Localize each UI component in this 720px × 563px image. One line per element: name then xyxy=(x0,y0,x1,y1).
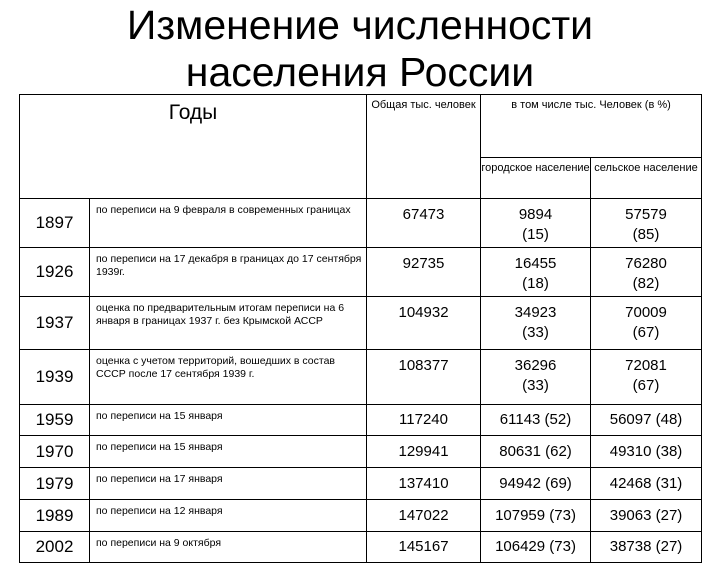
population-table xyxy=(19,94,702,563)
table-row xyxy=(20,297,702,350)
header-total: Общая тыс. человек xyxy=(367,95,481,199)
year-cell: 1959 xyxy=(20,405,90,436)
page-title xyxy=(0,2,720,96)
desc-cell: по переписи на 9 февраля в современных границах xyxy=(90,199,367,248)
year-cell: 1939 xyxy=(20,350,90,405)
table-row xyxy=(20,248,702,297)
table-row xyxy=(20,532,702,563)
table-row xyxy=(20,468,702,500)
total-cell: 137410 xyxy=(367,468,481,500)
table-row xyxy=(20,436,702,468)
rural-cell: 38738 (27) xyxy=(591,532,702,563)
year-cell: 2002 xyxy=(20,532,90,563)
table-row xyxy=(20,405,702,436)
urban-cell: 36296 (33) xyxy=(481,350,591,405)
urban-cell: 9894 (15) xyxy=(481,199,591,248)
table-row xyxy=(20,500,702,532)
total-cell: 147022 xyxy=(367,500,481,532)
urban-cell: 61143 (52) xyxy=(481,405,591,436)
desc-cell: оценка по предварительным итогам переписи на 6 января в границах 1937 г. без Крымской АССР xyxy=(90,297,367,350)
urban-cell: 106429 (73) xyxy=(481,532,591,563)
title-line-1: Изменение численности xyxy=(126,2,594,48)
rural-cell: 57579 (85) xyxy=(591,199,702,248)
urban-cell: 94942 (69) xyxy=(481,468,591,500)
total-cell: 67473 xyxy=(367,199,481,248)
total-cell: 108377 xyxy=(367,350,481,405)
header-years: Годы xyxy=(20,95,367,199)
year-cell: 1937 xyxy=(20,297,90,350)
urban-cell: 34923 (33) xyxy=(481,297,591,350)
urban-cell: 80631 (62) xyxy=(481,436,591,468)
rural-cell: 42468 (31) xyxy=(591,468,702,500)
desc-cell: по переписи на 15 января xyxy=(90,405,367,436)
desc-cell: по переписи на 9 октября xyxy=(90,532,367,563)
desc-cell: оценка с учетом территорий, вошедших в состав СССР после 17 сентября 1939 г. xyxy=(90,350,367,405)
total-cell: 92735 xyxy=(367,248,481,297)
table-row xyxy=(20,350,702,405)
rural-cell: 56097 (48) xyxy=(591,405,702,436)
header-row xyxy=(20,95,702,158)
title-line-2: населения России xyxy=(185,49,535,95)
rural-cell: 76280 (82) xyxy=(591,248,702,297)
rural-cell: 70009 (67) xyxy=(591,297,702,350)
total-cell: 104932 xyxy=(367,297,481,350)
header-urban: городское население xyxy=(481,158,591,199)
year-cell: 1926 xyxy=(20,248,90,297)
urban-cell: 16455 (18) xyxy=(481,248,591,297)
year-cell: 1970 xyxy=(20,436,90,468)
header-rural: сельское население xyxy=(591,158,702,199)
rural-cell: 49310 (38) xyxy=(591,436,702,468)
rural-cell: 72081 (67) xyxy=(591,350,702,405)
desc-cell: по переписи на 12 января xyxy=(90,500,367,532)
rural-cell: 39063 (27) xyxy=(591,500,702,532)
desc-cell: по переписи на 17 января xyxy=(90,468,367,500)
urban-cell: 107959 (73) xyxy=(481,500,591,532)
desc-cell: по переписи на 17 декабря в границах до 17 сентября 1939г. xyxy=(90,248,367,297)
desc-cell: по переписи на 15 января xyxy=(90,436,367,468)
year-cell: 1897 xyxy=(20,199,90,248)
total-cell: 145167 xyxy=(367,532,481,563)
total-cell: 117240 xyxy=(367,405,481,436)
year-cell: 1989 xyxy=(20,500,90,532)
total-cell: 129941 xyxy=(367,436,481,468)
header-group: в том числе тыс. Человек (в %) xyxy=(481,95,702,158)
table-row xyxy=(20,199,702,248)
year-cell: 1979 xyxy=(20,468,90,500)
